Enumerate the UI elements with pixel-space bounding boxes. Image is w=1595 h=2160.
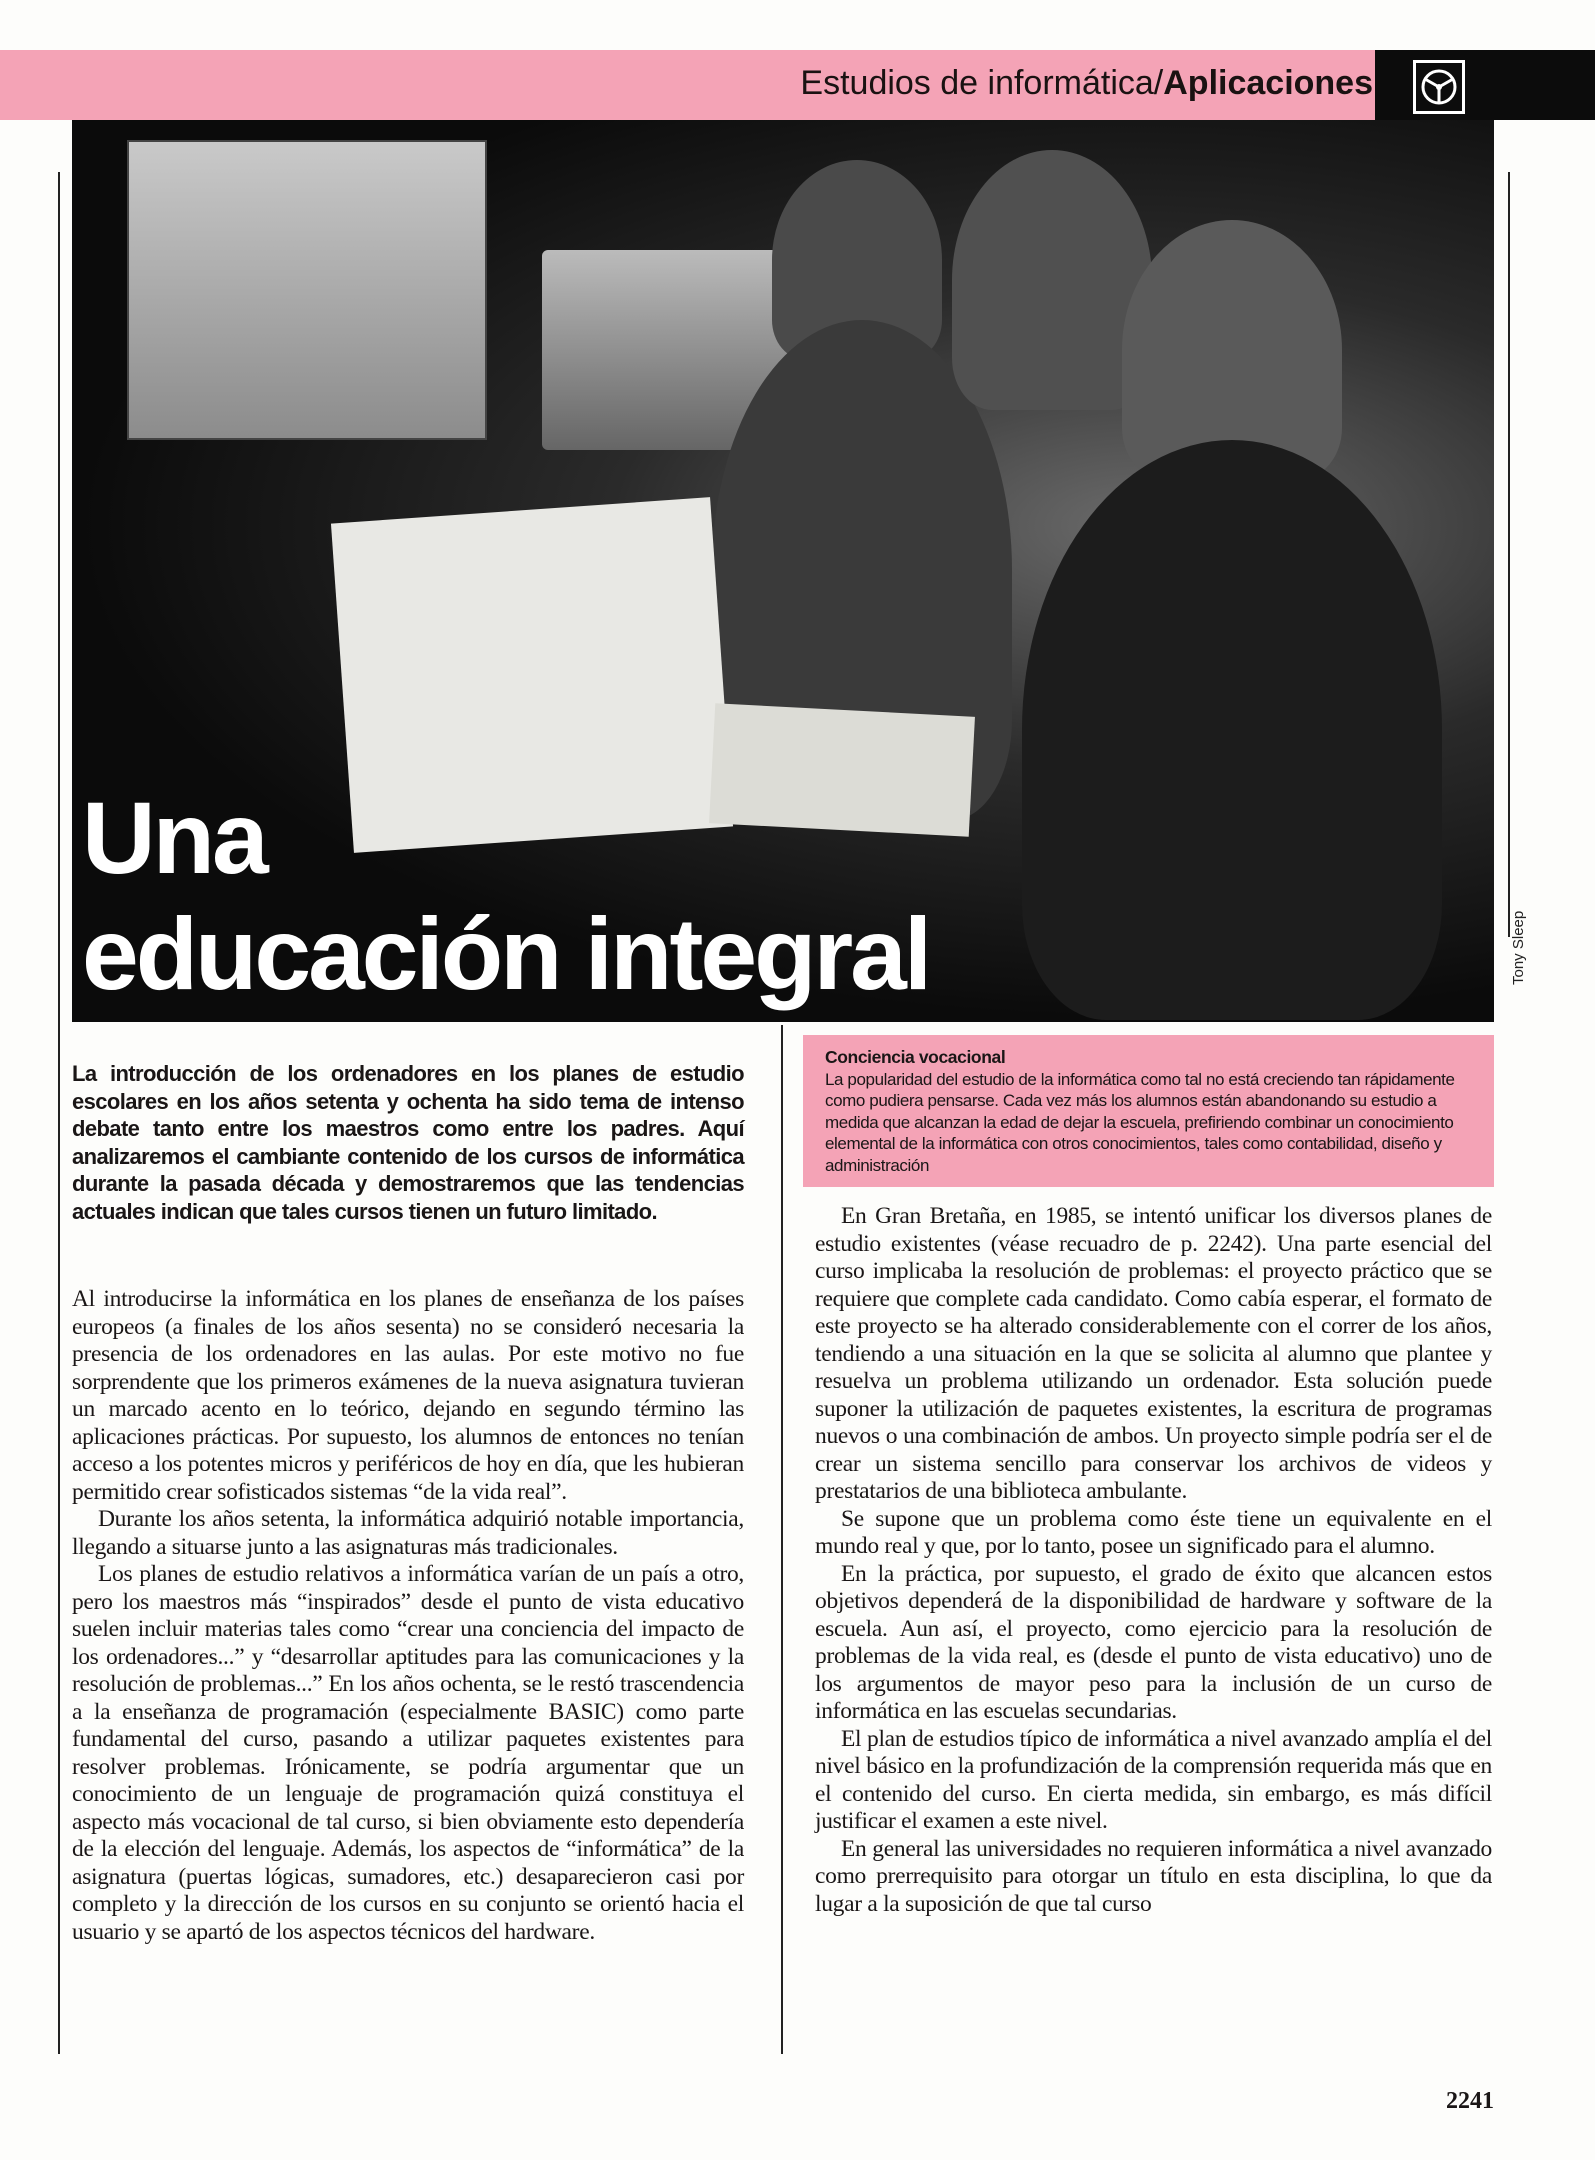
sidebar-title: Conciencia vocacional	[825, 1047, 1006, 1067]
body-paragraph: Al introducirse la informática en los planes de enseñanza de los países europeos (a finales de los años sesenta) no se consideró necesaria la presencia de los ordenadores en las aulas. Por este motivo no fue sorprendente que los primeros exámenes de la nueva asignatura tuvieran un marcado acento en lo teórico, dejando en segundo término las aplicaciones prácticas. Por supuesto, los alumnos de entonces no tenían acceso a los potentes micros y periféricos de hoy en día, que les hubieran permitido crear sofisticados sistemas “de la vida real”.	[72, 1286, 744, 1505]
student-figure	[1022, 440, 1442, 1020]
page-number: 2241	[1446, 2088, 1494, 2114]
title-line: Una	[82, 781, 266, 895]
right-column	[815, 1203, 1492, 1918]
subsection-label: Aplicaciones	[1163, 64, 1373, 102]
body-paragraph: Los planes de estudio relativos a informática varían de un país a otro, pero los maestros más “inspirados” desde el punto de vista educativo suelen incluir materias tales como “crear una conciencia del impacto de los ordenadores...” y “desarrollar aptitudes para las comunicaciones y la resolución de problemas...” En los años ochenta, se le restó trascendencia a la enseñanza de programación (especialmente BASIC) como parte fundamental del curso, pasando a utilizar paquetes existentes para resolver problemas. Irónicamente, se podría argumentar que un conocimiento de un lenguaje de programación quizá constituya el aspecto más vocacional de tal curso, si bien obviamente esto dependería de la elección del lenguaje. Además, los aspectos de “informática” de la asignatura (puertas lógicas, sumadores, etc.) desaparecieron casi por completo y la dirección de los cursos en su conjunto se orientó hacia el usuario y se apartó de los aspectos técnicos del hardware.	[72, 1561, 744, 1945]
body-paragraph: Se supone que un problema como éste tiene un equivalente en el mundo real y que, por lo tanto, posee un significado para el alumno.	[815, 1505, 1492, 1559]
title-line: educación integral	[82, 897, 930, 1011]
body-paragraph: Durante los años setenta, la informática adquirió notable importancia, llegando a situarse junto a las asignaturas más tradicionales.	[72, 1506, 744, 1560]
body-paragraph: En la práctica, por supuesto, el grado de éxito que alcancen estos objetivos dependerá de la disponibilidad de hardware y software de la escuela. Aun así, el proyecto, como ejercicio para la resolución de problemas de la vida real, es (desde el punto de vista educativo) uno de los argumentos de mayor peso para la inclusión de un curso de informática en las escuelas secundarias.	[815, 1560, 1492, 1724]
article-title	[82, 780, 929, 1012]
photo-credit: Tony Sleep	[1510, 910, 1527, 985]
body-paragraph: En Gran Bretaña, en 1985, se intentó unificar los diversos planes de estudio existentes (véase recuadro de p. 2242). Una parte esencial del curso implicaba la resolución de problemas: el proyecto práctico que se requiere que complete cada candidato. Como cabía esperar, el formato de este proyecto se ha alterado considerablemente con el correr de los años, tendiendo a una situación en la que se solicita al alumno que plantee y resuelva un problema utilizando un ordenador. Esta solución puede suponer la utilización de paquetes existentes, la escritura de programas nuevos o una combinación de ambos. Un proyecto simple podría ser el de crear un sistema sencillo para conservar los archivos de videos y prestatarios de una biblioteca ambulante.	[815, 1203, 1492, 1504]
column-rule	[58, 172, 60, 2054]
header-icon-box	[1375, 50, 1595, 120]
section-label: Estudios de informática/	[800, 64, 1164, 102]
section-header	[800, 64, 1373, 103]
body-paragraph: El plan de estudios típico de informática a nivel avanzado amplía el del nivel básico en la profundización de la comprensión requerida más que en el contenido del curso. En cierta medida, sin embargo, es más difícil justificar el examen a este nivel.	[815, 1725, 1492, 1834]
lead-paragraph: La introducción de los ordenadores en los planes de estudio escolares en los años setenta y ochenta ha sido tema de intenso debate tanto entre los maestros como entre los padres. Aquí analizaremos el cambiante contenido de los cursos de informática durante la pasada década y demostraremos que las tendencias actuales indican que tales cursos tienen un futuro limitado.	[72, 1061, 744, 1224]
column-rule	[1508, 172, 1510, 937]
body-paragraph: En general las universidades no requieren informática a nivel avanzado como prerrequisito para otorgar un título en esta disciplina, lo que da lugar a la suposición de que tal curso	[815, 1835, 1492, 1917]
sidebar-box	[803, 1035, 1494, 1187]
left-column	[72, 1286, 744, 1946]
printer-shape	[127, 140, 487, 440]
sidebar-text: La popularidad del estudio de la informática como tal no está creciendo tan rápidamente como pudiera pensarse. Cada vez más los alumnos están abandonando su estudio a medida que alcanzan la edad de dejar la escuela, prefiriendo combinar un conocimiento elemental de la informática con otros conocimientos, tales como contabilidad, diseño y administración	[825, 1069, 1455, 1175]
steering-wheel-icon	[1413, 60, 1465, 114]
article-photo	[72, 120, 1494, 1022]
column-rule	[781, 1025, 783, 2054]
